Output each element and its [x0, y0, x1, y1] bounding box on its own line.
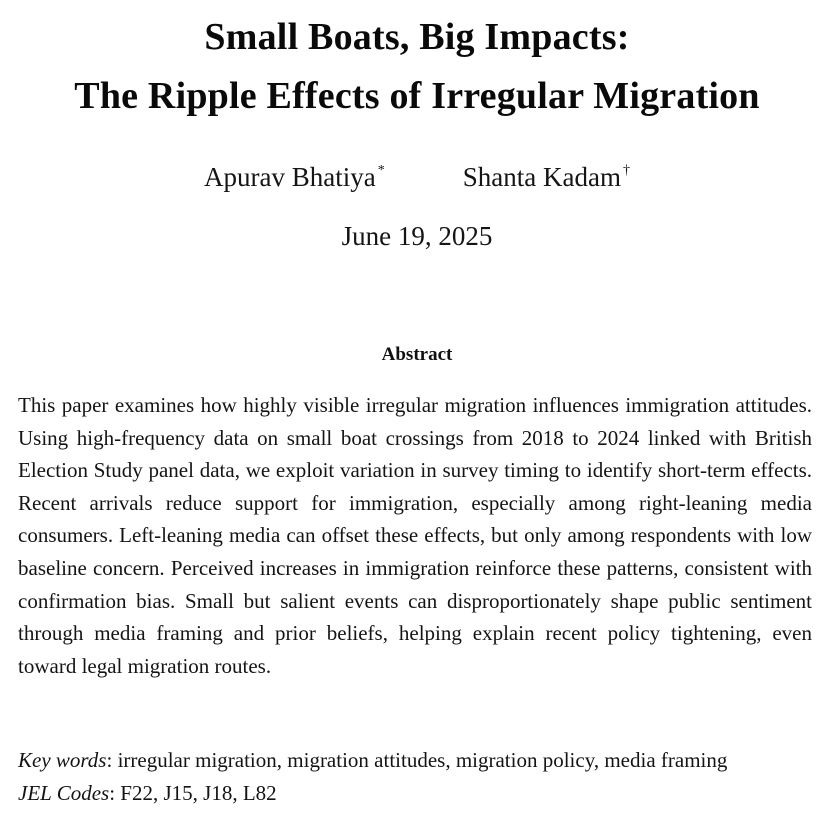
- author-1-name: Apurav Bhatiya: [204, 162, 376, 192]
- author-2-name: Shanta Kadam: [462, 162, 621, 192]
- author-2: [463, 160, 630, 194]
- keywords-line: Key words: irregular migration, migration attitudes, migration policy, media framing: [18, 748, 728, 772]
- keywords-value: irregular migration, migration attitudes, migration policy, media framing: [117, 748, 728, 772]
- author-2-footnote-mark[interactable]: †: [622, 163, 630, 178]
- author-list: [0, 160, 834, 194]
- jel-codes-label: JEL Codes: [18, 781, 110, 805]
- author-1-footnote-mark[interactable]: *: [377, 163, 385, 178]
- jel-codes-value: F22, J15, J18, L82: [120, 781, 277, 805]
- abstract-heading: Abstract: [381, 344, 453, 365]
- author-1: [204, 160, 385, 194]
- title-line-2: The Ripple Effects of Irregular Migration: [74, 75, 760, 117]
- keywords-label: Key words: [18, 748, 107, 772]
- abstract-text: This paper examines how highly visible irregular migration influences immigration attitudes. Using high-frequency data on small boat crossings from 2018 to 2024 linked with British Election Study panel data, we exploit variation in survey timing to identify short-term effects. Recent arrivals reduce support for immigration, especially among right-leaning media consumers. Left-leaning media can offset these effects, but only among respondents with low baseline concern. Perceived increases in immigration reinforce these patterns, consistent with confirmation bias. Small but salient events can disproportionately shape public sentiment through media framing and prior beliefs, helping explain recent policy tightening, even toward legal migration routes.: [18, 393, 812, 678]
- title-line-1: Small Boats, Big Impacts:: [204, 16, 630, 58]
- jel-codes-line: JEL Codes: F22, J15, J18, L82: [18, 781, 277, 805]
- publication-date: June 19, 2025: [341, 221, 493, 251]
